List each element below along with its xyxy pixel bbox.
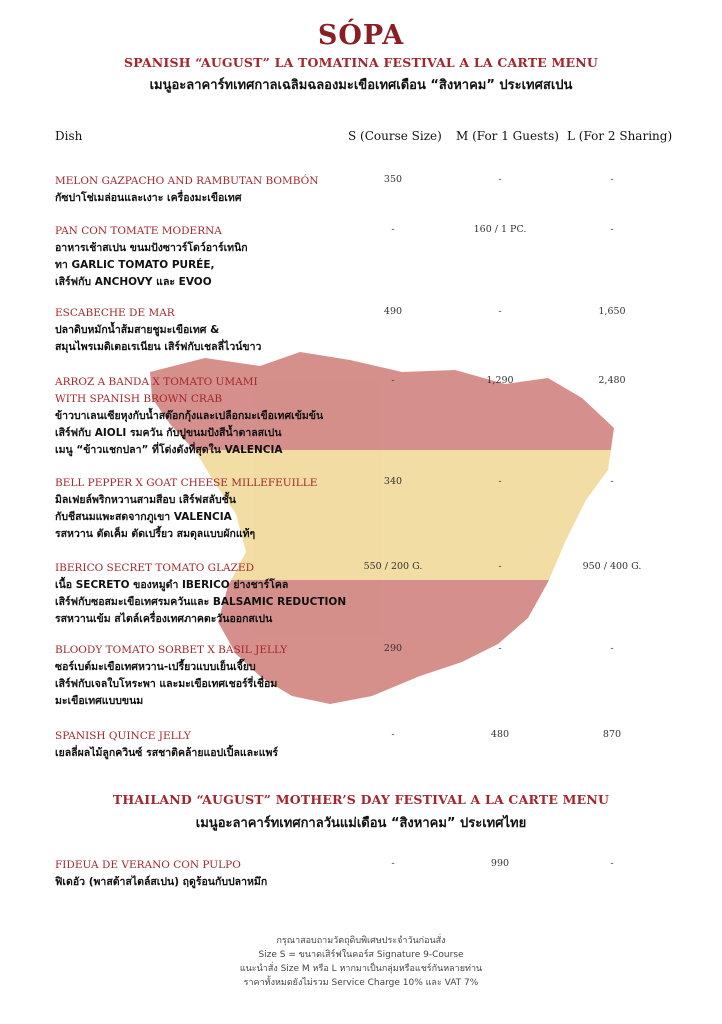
price-m: 990: [490, 858, 510, 869]
price-s: 290: [383, 643, 403, 654]
dish-description: เสิร์ฟกับ AIOLI รมควัน กับปูขนมปังสีน้ำตาลสเปน: [55, 427, 282, 439]
dish-description: รสหวานเข้ม สไตล์เครื่องเทศภาคตะวันออกสเปน: [55, 613, 273, 625]
price-m: -: [498, 306, 502, 317]
price-l: 870: [602, 729, 622, 740]
menu-item: [55, 173, 385, 207]
dish-description: เสิร์ฟกับซอสมะเขือเทศรมควันและ BALSAMIC REDUCTION: [55, 596, 347, 608]
menu-item: [55, 475, 385, 543]
price-l: 950 / 400 G.: [582, 561, 642, 572]
dish-description: สมุนไพรเมดิเตอเรเนียน เสิร์ฟกับเชลลี่ไวน์ขาว: [55, 341, 262, 353]
column-header-dish: Dish: [55, 129, 83, 143]
dish-name: FIDEUA DE VERANO CON PULPO: [55, 859, 241, 871]
menu-item: [55, 728, 385, 762]
dish-description: เมนู “ข้าวแชกปลา” ที่โด่งดังที่สุดใน VALENCIA: [55, 444, 283, 456]
dish-description: ข้าวบาเลนเซียหุงกับน้ำสต๊อกกุ้งและเปลือกมะเขือเทศเข้มข้น: [55, 410, 324, 422]
dish-description: ฟิเดอัว (พาสต้าสไตล์สเปน) ฤดูร้อนกับปลาหมึก: [55, 876, 268, 888]
dish-name: WITH SPANISH BROWN CRAB: [55, 393, 223, 405]
dish-description: รสหวาน ตัดเค็ม ตัดเปรี้ยว สมดุลแบบผักแท้ๆ: [55, 528, 256, 540]
column-header-s: S (Course Size): [348, 129, 442, 143]
footer-line: Size S = ขนาดเสิร์ฟในคอร์ส Signature 9-Course: [258, 950, 464, 960]
dish-name: MELON GAZPACHO AND RAMBUTAN BOMBÓN: [55, 175, 319, 187]
price-m: 160 / 1 PC.: [473, 224, 527, 235]
column-header-l: L (For 2 Sharing): [567, 129, 673, 143]
dish-name: SPANISH QUINCE JELLY: [55, 730, 191, 742]
price-s: 490: [383, 306, 403, 317]
dish-description: เนื้อ SECRETO ของหมูดำ IBERICO ย่างชาร์โคล: [55, 579, 289, 591]
price-m: -: [498, 561, 502, 572]
dish-description: อาหารเช้าสเปน ขนมปังซาวร์โดว์อาร์เทนิก: [55, 242, 248, 254]
price-l: 1,650: [598, 306, 626, 317]
section-subtitle-thai: เมนูอะลาคาร์ทเทศกาลวันแม่เดือน “สิงหาคม” ประเทศไทย: [195, 816, 527, 831]
dish-name: ARROZ A BANDA X TOMATO UMAMI: [55, 376, 258, 388]
price-s: -: [391, 729, 395, 740]
dish-description: ปลาดิบหมักน้ำส้มสายชูมะเขือเทศ &: [55, 324, 220, 336]
dish-description: กับชีสนมแพะสดจากภูเขา VALENCIA: [55, 511, 232, 523]
dish-name: PAN CON TOMATE MODERNA: [55, 225, 222, 237]
price-s: 350: [383, 174, 403, 185]
menu-item: [55, 857, 385, 891]
price-m: 1,290: [486, 375, 514, 386]
dish-description: ทา GARLIC TOMATO PURÉE,: [55, 259, 215, 271]
price-s: -: [391, 375, 395, 386]
price-m: 480: [490, 729, 510, 740]
dish-description: ซอร์เบต์มะเขือเทศหวาน-เปรี้ยวแบบเย็นเจี๊ยบ: [55, 661, 256, 673]
menu-item: [55, 560, 385, 628]
price-l: -: [610, 476, 614, 487]
column-header-m: M (For 1 Guests): [456, 129, 559, 143]
price-s: -: [391, 858, 395, 869]
section-subtitle-spanish: เมนูอะลาคาร์ทเทศกาลเฉลิมฉลองมะเขือเทศเดือน “สิงหาคม” ประเทศสเปน: [149, 78, 573, 93]
price-l: 2,480: [598, 375, 626, 386]
dish-name: BELL PEPPER X GOAT CHEESE MILLEFEUILLE: [55, 477, 318, 489]
footer-notes: [0, 934, 722, 990]
price-s: 550 / 200 G.: [363, 561, 423, 572]
footer-line: กรุณาสอบถามวัตถุดิบพิเศษประจำวันก่อนสั่ง: [276, 936, 446, 946]
menu-item: [55, 642, 385, 710]
menu-item: [55, 223, 385, 291]
section-title-thai: THAILAND “AUGUST” MOTHER’S DAY FESTIVAL A LA CARTE MENU: [112, 792, 610, 807]
dish-description: มะเขือเทศแบบขนม: [55, 695, 144, 707]
price-m: -: [498, 476, 502, 487]
price-s: 340: [383, 476, 403, 487]
dish-name: IBERICO SECRET TOMATO GLAZED: [55, 562, 255, 574]
menu-item: [55, 305, 385, 356]
footer-line: ราคาทั้งหมดยังไม่รวม Service Charge 10% และ VAT 7%: [243, 978, 479, 988]
dish-name: BLOODY TOMATO SORBET X BASIL JELLY: [55, 644, 288, 656]
menu-item: [55, 374, 385, 459]
dish-description: เสิร์ฟกับเจลใบโหระพา และมะเขือเทศเชอร์รี่เชื่อม: [55, 678, 278, 690]
dish-name: ESCABECHE DE MAR: [55, 307, 175, 319]
price-s: -: [391, 224, 395, 235]
price-l: -: [610, 643, 614, 654]
brand-title: SÓPA: [317, 20, 405, 51]
price-l: -: [610, 858, 614, 869]
dish-description: มิลเฟยล์พริกหวานสามสีอบ เสิร์ฟสลับชั้น: [55, 494, 236, 506]
dish-description: เสิร์ฟกับ ANCHOVY และ EVOO: [55, 276, 212, 288]
price-l: -: [610, 174, 614, 185]
dish-description: เยลลี่ผลไม้ลูกควินซ์ รสชาติคล้ายแอปเปิ้ลและแพร์: [55, 747, 279, 759]
price-l: -: [610, 224, 614, 235]
dish-description: กัซปาโช่เมล่อนและเงาะ เครื่องมะเขือเทศ: [55, 192, 242, 204]
price-m: -: [498, 174, 502, 185]
footer-line: แนะนำสั่ง Size M หรือ L หากมาเป็นกลุ่มหรือแชร์กันหลายท่าน: [239, 964, 483, 974]
section-title-spanish: SPANISH “AUGUST” LA TOMATINA FESTIVAL A LA CARTE MENU: [123, 55, 599, 70]
price-m: -: [498, 643, 502, 654]
